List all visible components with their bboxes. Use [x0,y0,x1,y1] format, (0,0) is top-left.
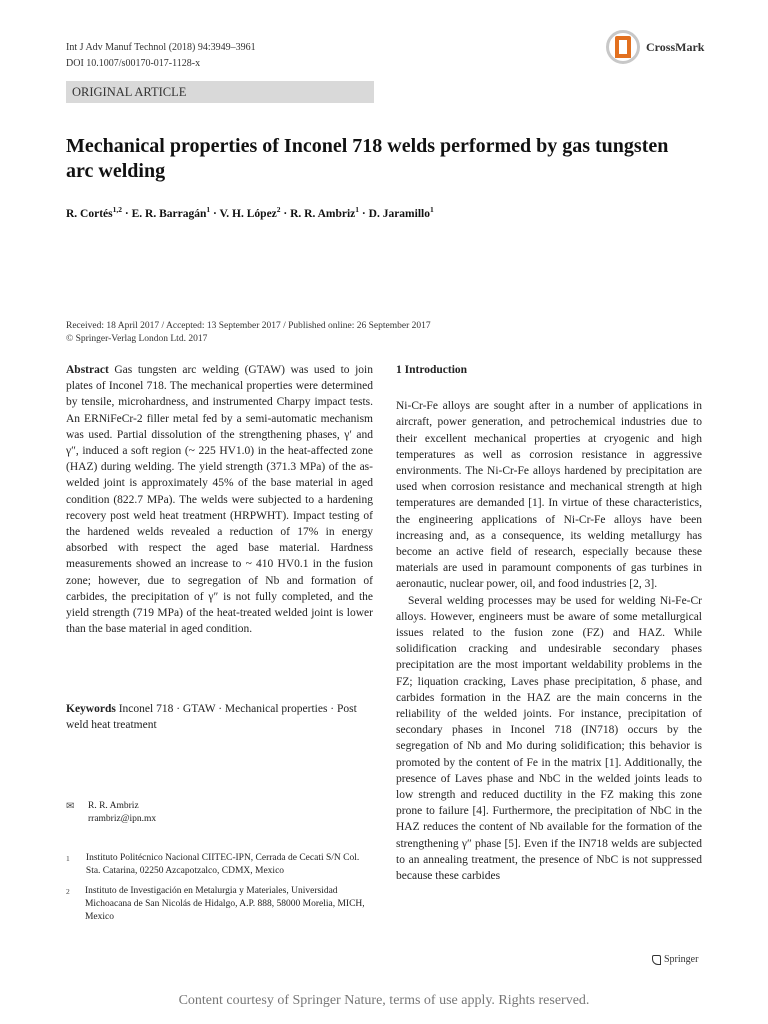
section-heading: 1 Introduction [396,364,468,376]
publication-dates [66,320,431,346]
keywords-text: Inconel 718 · GTAW · Mechanical properties · Post weld heat treatment [66,703,357,732]
copyright: © Springer-Verlag London Ltd. 2017 [66,334,208,344]
paper-title: Mechanical properties of Inconel 718 welds performed by gas tungsten arc welding [66,135,669,182]
keywords-label: Keywords [66,703,116,715]
author[interactable]: R. R. Ambriz$^1$ [290,205,360,220]
journal-citation: Int J Adv Manuf Technol (2018) 94:3949–3961 [66,42,256,53]
author[interactable]: D. Jaramillo$^1$ [368,205,434,220]
affiliation: 2 Instituto de Investigación en Metalurgia y Materiales, Universidad Michoacana de San Nicolás de Hidalgo, A.P. 888, 58000 Morelia, MICH, Mexico [66,886,365,922]
author[interactable]: V. H. López$^2$ [219,205,281,220]
crossmark-badge[interactable] [606,30,704,64]
intro-paragraph-1: Ni-Cr-Fe alloys are sought after in a number of applications in aircraft, power generation, and petrochemical industries due to their excellent mechanical properties at cryogenic and high temperatures as well as corrosion resistance in aggressive environments. The Ni-Cr-Fe alloys hardened by precipitation are used when corrosion resistance and mechanical strength at high temperatures are demanded [1]. In virtue of these characteristics, the engineering applications of Ni-Cr-Fe alloys have been increasing and, as a consequence, its welding metallurgy has become an active field of research, especially because these materials are used in paramount components of gas turbines in aeronautic, nuclear power, oil, and food industries [2, 3]. [396,400,702,591]
keywords [66,701,373,733]
crossmark-label: CrossMark [646,39,705,54]
abstract [66,362,373,637]
courtesy-footer: Content courtesy of Springer Nature, terms of use apply. Rights reserved. [178,993,590,1008]
intro-paragraph-2: Several welding processes may be used for welding Ni-Fe-Cr alloys. However, engineers must be aware of some metallurgical issues related to the fusion zone (FZ) and HAZ. While solidification cracking and undesirable secondary phases precipitation are the most important weldability problems in the FZ; liquation cracking, Laves phase precipitation, δ phase, and carbides formation in the HAZ are the main concerns in the reliability of the welded joints. For instance, precipitation of secondary phases in Inconel 718 (IN718) occurs by the segregation of Nb and Mo during solidification; this behavior is promoted by the content of Fe in the matrix [1]. Additionally, the presence of Laves phase and NbC in the welded joints leads to low strength and reduced ductility in the FZ making this zone prone to failure [4]. Furthermore, the precipitation of NbC in the HAZ reduces the content of Nb available for the formation of the strengthening γ″ phase [5]. Even if the IN718 welds are subjected to an annealing treatment, the presence of NbC is not suppressed because these carbides [396,594,702,883]
abstract-label: Abstract [66,364,109,376]
affiliation-text: Instituto de Investigación en Metalurgia y Materiales, Universidad Michoacana de San Nicolás de Hidalgo, A.P. 888, 58000 Morelia, MICH, Mexico [84,886,365,922]
publisher-name: Springer [664,954,699,965]
author-list: R. Cortés$^{1,2}$ · E. R. Barragán$^1$ · V. H. López$^2$ · R. R. Ambriz$^1$ · D. Jaramillo$^1$ [66,205,434,220]
abstract-text: Gas tungsten arc welding (GTAW) was used to join plates of Inconel 718. The mechanical properties were determined by tensile, microhardness, and instrumented Charpy impact tests. An ERNiFeCr-2 filler metal fed by a semi-automatic mechanism was used. Partial dissolution of the strengthening phases, γ′ and γ″, induced a soft region (~ 225 HV1.0) in the heat-affected zone (HAZ) during welding. The yield strength (371.3 MPa) of the as-welded joint is approximately 45% of the base material in aged condition (822.7 MPa). The welds were subjected to a hardening recovery post weld heat treatment (HRPWHT). Impact testing of the hardened welds revealed a reduction of 17% in energy absorbed with respect the aged base material. Hardness measurements showed an increase to ~ 410 HV0.1 in the fusion zone; however, due to segregation of Nb and formation of carbides, the precipitation of γ″ is not fully completed, and the yield strength (719 MPa) of the heat-treated welded joint is lower than the base material in aged condition. [66,364,373,636]
springer-horse-icon [652,955,661,965]
author[interactable]: E. R. Barragán$^1$ [131,205,211,220]
correspondence [66,800,156,826]
corresponding-email[interactable]: rrambriz@ipn.mx [88,814,157,824]
publisher-logo [652,954,698,965]
introduction-section [396,362,702,884]
envelope-icon: ✉ [66,801,75,812]
article-type-banner: ORIGINAL ARTICLE [66,81,374,103]
doi[interactable]: DOI 10.1007/s00170-017-1128-x [66,58,201,69]
date-history: Received: 18 April 2017 / Accepted: 13 September 2017 / Published online: 26 September 2017 [66,321,431,331]
author[interactable]: R. Cortés$^{1,2}$ [66,205,122,220]
crossmark-icon [606,30,640,64]
affiliation-text: Instituto Politécnico Nacional CIITEC-IPN, Cerrada de Cecati S/N Col. Sta. Catarina, 02250 Azcapotzalco, CDMX, Mexico [85,853,360,876]
affiliation: 1 Instituto Politécnico Nacional CIITEC-IPN, Cerrada de Cecati S/N Col. Sta. Catarina, 02250 Azcapotzalco, CDMX, Mexico [66,852,366,878]
journal-header [66,40,256,72]
corresponding-author: R. R. Ambriz [88,801,139,811]
